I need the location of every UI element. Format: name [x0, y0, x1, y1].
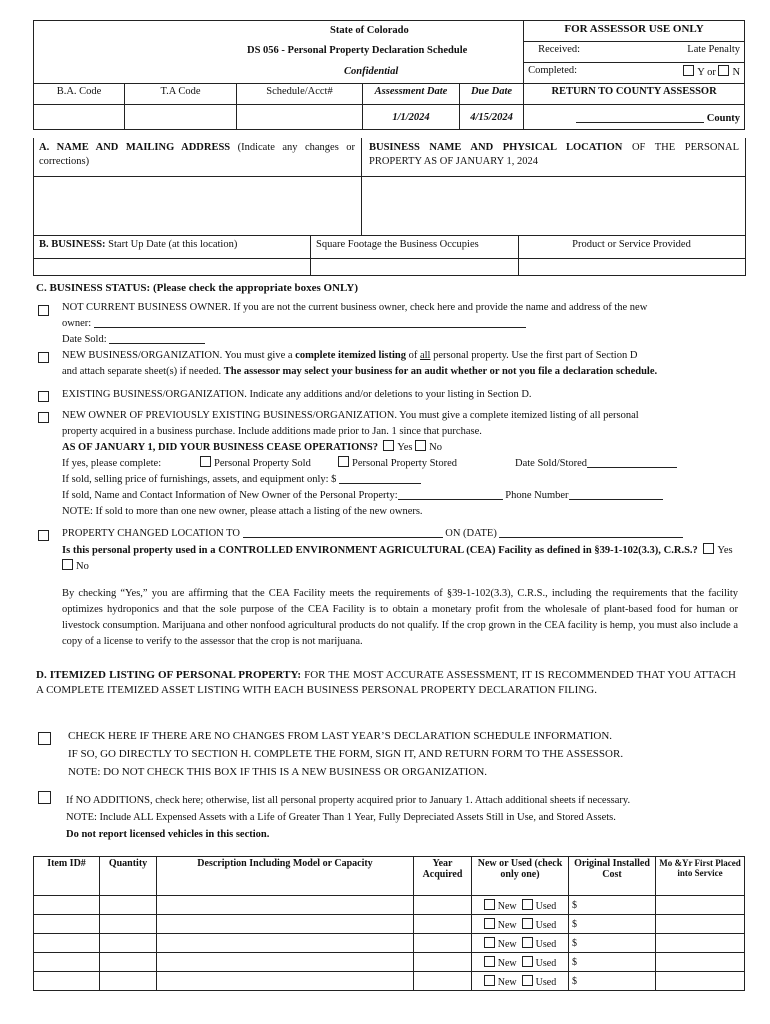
new-label: New: [497, 900, 517, 912]
existing-business-text: EXISTING BUSINESS/ORGANIZATION. Indicate any additions and/or deletions to your listing in Section D.: [62, 389, 532, 400]
quantity-cell[interactable]: [100, 972, 157, 991]
installed-cost-cell[interactable]: [569, 972, 656, 991]
no-changes-checkbox[interactable]: [38, 732, 51, 745]
if-yes-line: [62, 456, 738, 472]
used-checkbox[interactable]: [522, 899, 533, 910]
name-mailing-label: [39, 141, 355, 169]
confidential-label: Confidential: [344, 66, 399, 77]
table-row: [34, 953, 745, 972]
multiple-owners-note: NOTE: If sold to more than one new owner, please attach a listing of the new owners.: [62, 506, 423, 517]
section-d-heading: [36, 668, 736, 698]
schedule-acct-field[interactable]: [237, 105, 363, 130]
cea-no-checkbox[interactable]: [62, 559, 73, 570]
placed-in-service-cell[interactable]: [656, 953, 745, 972]
section-b-title: B. BUSINESS:: [39, 239, 106, 250]
placed-in-service-cell[interactable]: [656, 915, 745, 934]
new-owner-info-label: If sold, Name and Contact Information of New Owner of the Personal Property:: [62, 490, 398, 501]
new-owner-block: [62, 408, 738, 520]
description-cell[interactable]: [157, 934, 414, 953]
new-owner-line-2: property acquired in a business purchase. Include additions made prior to Jan. 1 since that purchase.: [62, 426, 482, 437]
item-id-cell[interactable]: [34, 934, 100, 953]
item-id-cell[interactable]: [34, 896, 100, 915]
col-description: Description Including Model or Capacity: [157, 857, 414, 896]
section-b-box: [33, 235, 746, 276]
pp-sold-label: Personal Property Sold: [214, 458, 311, 469]
new-business-checkbox[interactable]: [38, 352, 49, 363]
county-input[interactable]: [576, 111, 704, 123]
not-current-owner-line: NOT CURRENT BUSINESS OWNER. If you are not the current business owner, check here and provide the name and address of the new: [62, 302, 648, 313]
selling-price-input[interactable]: [339, 472, 421, 484]
year-acquired-cell[interactable]: [414, 896, 472, 915]
ba-code-field[interactable]: [34, 105, 125, 130]
physical-location-field[interactable]: [366, 180, 740, 232]
received-label: Received:: [538, 44, 581, 55]
quantity-cell[interactable]: [100, 896, 157, 915]
on-date-label: ON (DATE): [445, 528, 497, 539]
placed-in-service-cell[interactable]: [656, 896, 745, 915]
product-field[interactable]: [521, 260, 743, 274]
schedule-acct-label: Schedule/Acct#: [237, 84, 363, 105]
col-item-id: Item ID#: [34, 857, 100, 896]
mailing-address-field[interactable]: [38, 180, 356, 232]
dollar-sign: $: [572, 899, 577, 911]
table-row: [34, 972, 745, 991]
cease-question: AS OF JANUARY 1, DID YOUR BUSINESS CEASE OPERATIONS?: [62, 442, 378, 453]
date-sold-line: [62, 332, 738, 348]
new-business-line-c: and attach separate sheet(s) if needed.: [62, 366, 222, 377]
installed-cost-cell[interactable]: [569, 896, 656, 915]
new-business-text: [62, 348, 738, 380]
cease-yes-label: Yes: [397, 442, 413, 453]
new-label: New: [497, 957, 517, 969]
no-additions-line-2: NOTE: Include ALL Expensed Assets with a Life of Greater Than 1 Year, Fully Depreciated Assets Still in Use, and Stored Assets.: [66, 812, 616, 823]
placed-in-service-cell[interactable]: [656, 972, 745, 991]
new-business-of: of: [408, 350, 418, 361]
assessment-date-label: Assessment Date: [363, 84, 460, 105]
start-date-text: Start Up Date (at this location): [108, 239, 238, 250]
completed-row: [524, 63, 745, 84]
used-label: Used: [535, 976, 557, 988]
table-row: [34, 915, 745, 934]
not-current-owner-checkbox[interactable]: [38, 305, 49, 316]
existing-business-checkbox[interactable]: [38, 391, 49, 402]
location-changed-line: [62, 526, 738, 542]
year-acquired-cell[interactable]: [414, 934, 472, 953]
business-location-label: [369, 141, 739, 169]
table-row: [34, 934, 745, 953]
start-date-label: [39, 239, 237, 250]
no-changes-line-3: NOTE: DO NOT CHECK THIS BOX IF THIS IS A NEW BUSINESS OR ORGANIZATION.: [68, 766, 488, 778]
used-checkbox[interactable]: [522, 937, 533, 948]
county-row: [524, 105, 745, 130]
no-changes-line-1: CHECK HERE IF THERE ARE NO CHANGES FROM LAST YEAR’S DECLARATION SCHEDULE INFORMATION.: [68, 730, 613, 742]
section-a-box: [33, 138, 746, 236]
return-to-label: RETURN TO COUNTY ASSESSOR: [524, 84, 745, 105]
item-id-cell[interactable]: [34, 972, 100, 991]
county-label: County: [706, 112, 741, 124]
owner-line: [62, 316, 738, 332]
late-penalty-label: Late Penalty: [687, 44, 741, 55]
new-checkbox[interactable]: [484, 956, 495, 967]
new-owner-line-1: NEW OWNER OF PREVIOUSLY EXISTING BUSINESS/ORGANIZATION. You must give a complete itemized listing of all personal: [62, 410, 639, 421]
dollar-sign: $: [572, 956, 577, 968]
square-footage-label: Square Footage the Business Occupies: [316, 239, 479, 250]
cea-question: Is this personal property used in a CONTROLLED ENVIRONMENT AGRICULTURAL (CEA) Facility as defined in §39-1-102(3.3), C.R.S.?: [62, 545, 698, 556]
due-date-label: Due Date: [460, 84, 524, 105]
late-penalty-yes-checkbox[interactable]: [683, 65, 694, 76]
new-used-cell[interactable]: [472, 934, 569, 953]
year-acquired-cell[interactable]: [414, 915, 472, 934]
square-footage-field[interactable]: [313, 260, 516, 274]
col-new-or-used: New or Used (check only one): [472, 857, 569, 896]
used-checkbox[interactable]: [522, 956, 533, 967]
new-used-cell[interactable]: [472, 896, 569, 915]
received-row: [524, 42, 745, 63]
new-owner-info-input[interactable]: [398, 488, 503, 500]
date-sold-stored-input[interactable]: [587, 456, 677, 468]
items-header-row: [34, 857, 745, 896]
col-placed-in-service: Mo &Yr First Placed into Service: [656, 857, 745, 896]
no-changes-block: [68, 727, 738, 781]
dollar-sign: $: [572, 918, 577, 930]
installed-cost-cell[interactable]: [569, 953, 656, 972]
new-business-line-b: personal property. Use the first part of Section D: [433, 350, 638, 361]
business-location-note: OF THE PERSONAL PROPERTY AS OF JANUARY 1, 2024: [369, 142, 740, 167]
year-acquired-cell[interactable]: [414, 953, 472, 972]
quantity-cell[interactable]: [100, 915, 157, 934]
date-sold-stored-label: Date Sold/Stored: [515, 458, 588, 469]
new-business-bold: complete itemized listing: [295, 350, 406, 361]
new-label: New: [497, 919, 517, 931]
installed-cost-cell[interactable]: [569, 934, 656, 953]
ba-code-label: B.A. Code: [34, 84, 125, 105]
section-c-title: C. BUSINESS STATUS: (Please check the appropriate boxes ONLY): [36, 282, 358, 294]
placed-in-service-cell[interactable]: [656, 934, 745, 953]
date-sold-input[interactable]: [109, 332, 205, 344]
title-block: [34, 21, 524, 84]
item-id-cell[interactable]: [34, 953, 100, 972]
new-business-all: all: [419, 350, 431, 361]
audit-warning: The assessor may select your business for an audit whether or not you file a declaration schedule.: [223, 366, 658, 377]
product-label: Product or Service Provided: [572, 239, 691, 250]
section-d-recommendation: FOR THE MOST ACCURATE ASSESSMENT, IT IS RECOMMENDED THAT YOU ATTACH A COMPLETE ITEMIZED ASSET LISTING WITH EACH BUSINESS PERSONAL PROPERTY DECLARATION FILING.: [36, 669, 736, 696]
description-cell[interactable]: [157, 972, 414, 991]
pp-stored-checkbox[interactable]: [338, 456, 349, 467]
if-yes-label: If yes, please complete:: [62, 458, 162, 469]
items-table: [33, 856, 745, 991]
dollar-sign: $: [572, 975, 577, 987]
section-d-title: D. ITEMIZED LISTING OF PERSONAL PROPERTY:: [36, 669, 302, 681]
col-quantity: Quantity: [100, 857, 157, 896]
pp-stored-label: Personal Property Stored: [352, 458, 457, 469]
form-title: DS 056 - Personal Property Declaration Schedule: [247, 45, 468, 56]
col-year-acquired: Year Acquired: [414, 857, 472, 896]
selling-price-label: If sold, selling price of furnishings, assets, and equipment only: $: [62, 474, 337, 485]
not-current-owner-text: [62, 300, 738, 348]
new-checkbox[interactable]: [484, 918, 495, 929]
new-label: New: [497, 976, 517, 988]
no-additions-checkbox[interactable]: [38, 791, 51, 804]
new-owner-checkbox[interactable]: [38, 412, 49, 423]
date-sold-label: Date Sold:: [62, 334, 107, 345]
phone-input[interactable]: [569, 488, 663, 500]
new-checkbox[interactable]: [484, 975, 495, 986]
installed-cost-cell[interactable]: [569, 915, 656, 934]
new-owner-input[interactable]: [94, 316, 526, 328]
cea-question-block: [62, 543, 738, 575]
header-table: [33, 20, 745, 130]
new-business-line-a: NEW BUSINESS/ORGANIZATION. You must give a: [62, 350, 293, 361]
used-checkbox[interactable]: [522, 918, 533, 929]
completed-label: Completed:: [528, 65, 578, 76]
description-cell[interactable]: [157, 915, 414, 934]
new-checkbox[interactable]: [484, 937, 495, 948]
used-label: Used: [535, 900, 557, 912]
table-row: [34, 896, 745, 915]
business-location-title: BUSINESS NAME AND PHYSICAL LOCATION: [369, 142, 623, 153]
on-date-input[interactable]: [499, 526, 683, 538]
ta-code-field[interactable]: [125, 105, 237, 130]
ta-code-label: T.A Code: [125, 84, 237, 105]
section-a-title: A. NAME AND MAILING ADDRESS: [39, 142, 231, 153]
location-changed-label: PROPERTY CHANGED LOCATION TO: [62, 528, 240, 539]
year-acquired-cell[interactable]: [414, 972, 472, 991]
cease-no-label: No: [429, 442, 442, 453]
y-or-label: Y or: [697, 67, 716, 78]
owner-label: owner:: [62, 318, 92, 329]
cease-yes-checkbox[interactable]: [383, 440, 394, 451]
new-checkbox[interactable]: [484, 899, 495, 910]
description-cell[interactable]: [157, 953, 414, 972]
section-a-note: (Indicate any changes or corrections): [39, 142, 356, 167]
due-date: 4/15/2024: [460, 105, 524, 130]
start-date-field[interactable]: [36, 260, 308, 274]
cea-yes-label: Yes: [717, 545, 733, 556]
new-used-cell[interactable]: [472, 915, 569, 934]
no-changes-line-2: IF SO, GO DIRECTLY TO SECTION H. COMPLETE THE FORM, SIGN IT, AND RETURN FORM TO THE ASSESSOR.: [68, 748, 624, 760]
location-changed-checkbox[interactable]: [38, 530, 49, 541]
phone-label: Phone Number: [505, 490, 569, 501]
state-title: State of Colorado: [330, 25, 409, 36]
assessment-date: 1/1/2024: [363, 105, 460, 130]
late-penalty-no-checkbox[interactable]: [718, 65, 729, 76]
used-label: Used: [535, 938, 557, 950]
cea-yes-checkbox[interactable]: [703, 543, 714, 554]
item-id-cell[interactable]: [34, 915, 100, 934]
pp-sold-checkbox[interactable]: [200, 456, 211, 467]
dollar-sign: $: [572, 937, 577, 949]
cea-paragraph: By checking “Yes,” you are affirming that the CEA Facility meets the requirements of §39-1-102(3.3), C.R.S., including the requirements that the facility optimizes hydroponics and that the sole purpose of the CEA Facility is to obtain a monetary profit from the wholesale of plant-based food for human or livestock consumption. Marijuana and other nonfood agricultural products do not qualify. If the crop grown in the CEA facility is hemp, you must also include a copy of a license to verify to the assessor that the crop is not marijuana.: [62, 588, 738, 647]
new-used-cell[interactable]: [472, 953, 569, 972]
quantity-cell[interactable]: [100, 953, 157, 972]
used-checkbox[interactable]: [522, 975, 533, 986]
cease-no-checkbox[interactable]: [415, 440, 426, 451]
no-additions-line-3: Do not report licensed vehicles in this section.: [66, 829, 270, 840]
quantity-cell[interactable]: [100, 934, 157, 953]
col-installed-cost: Original Installed Cost: [569, 857, 656, 896]
description-cell[interactable]: [157, 896, 414, 915]
no-additions-line-1: If NO ADDITIONS, check here; otherwise, list all personal property acquired prior to January 1. Attach additional sheets if necessary.: [66, 795, 631, 806]
new-label: New: [497, 938, 517, 950]
used-label: Used: [535, 957, 557, 969]
no-additions-block: [66, 792, 742, 843]
n-label: N: [732, 67, 741, 78]
used-label: Used: [535, 919, 557, 931]
new-location-input[interactable]: [243, 526, 443, 538]
cea-no-label: No: [76, 561, 89, 572]
new-used-cell[interactable]: [472, 972, 569, 991]
assessor-use-label: FOR ASSESSOR USE ONLY: [524, 21, 745, 42]
